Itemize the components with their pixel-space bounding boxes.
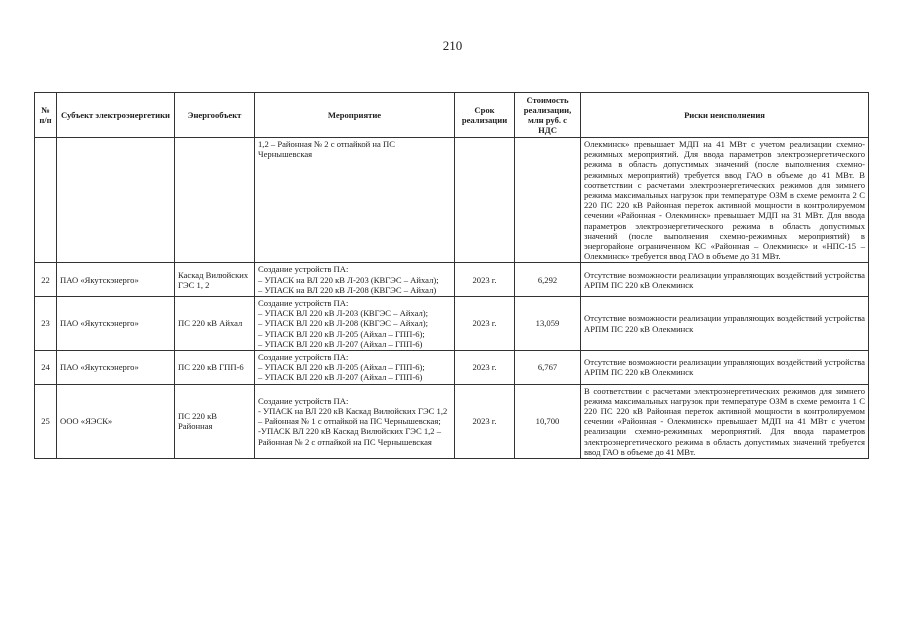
measure-line: -УПАСК ВЛ 220 кВ Каскад Вилюйских ГЭС 1,2 – Районная № 2 с отпайкой на ПС Чернышевская (258, 426, 442, 447)
measure-line: – УПАСК ВЛ 220 кВ Л-203 (КВГЭС – Айхал); (258, 308, 429, 319)
measure-line: Чернышевская (258, 149, 313, 160)
header-term: Срок реализации (455, 93, 515, 138)
row-risks: Отсутствие возможности реализации управляющих воздействий устройства АРПМ ПС 220 кВ Олекминск (581, 263, 869, 297)
row-term (455, 138, 515, 263)
header-subject: Субъект электроэнергетики (57, 93, 175, 138)
header-cost: Стоимость реализации, млн руб. с НДС (515, 93, 581, 138)
measure-line: 1,2 – Районная № 2 с отпайкой на ПС (258, 139, 395, 149)
row-num: 24 (35, 351, 57, 385)
table-header-row (35, 93, 869, 138)
measure-line: Создание устройств ПА: (258, 264, 349, 275)
row-measure (255, 138, 455, 263)
row-measure (255, 351, 455, 385)
row-measure (255, 384, 455, 458)
table-row (35, 297, 869, 351)
row-cost: 13,059 (515, 297, 581, 351)
measure-line: – УПАСК ВЛ 220 кВ Л-208 (КВГЭС – Айхал); (258, 318, 429, 329)
row-object: ПС 220 кВ Районная (175, 384, 255, 458)
row-risks: Олекминск» превышает МДП на 41 МВт с учетом реализации схемно-режимных мероприятий. Для ввода параметров электроэнергетического режима в область допустимых значений (после выполнения схемно-режимных мероприятий) требуется ввод ГАО в объеме до 41 МВт. В соответствии с расчетами электроэнергетических режимов для зимнего режима максимальных нагрузок при температуре ОЗМ в схеме ремонта 2 С 220 ПС 220 кВ Районная переток активной мощности в контролируемом сечении «Районная - Олекминск» превышает МДП на 31 МВт. Для ввода параметров электроэнергетического режима в область допустимых значений (после выполнения схемно-режимных мероприятий) в энергорайоне ограниченном КС «Районная – Олекминск» и «НПС-15 – Олекминск» требуется ввод ГАО в объеме до 31 МВт. (581, 138, 869, 263)
row-subject: ПАО «Якутскэнерго» (57, 297, 175, 351)
row-subject: ПАО «Якутскэнерго» (57, 351, 175, 385)
row-subject: ООО «ЯЭСК» (57, 384, 175, 458)
row-object: ПС 220 кВ ГПП-6 (175, 351, 255, 385)
table-row (35, 351, 869, 385)
measures-table (34, 92, 869, 459)
row-term: 2023 г. (455, 351, 515, 385)
measure-line: – УПАСК ВЛ 220 кВ Л-207 (Айхал – ГПП-6) (258, 338, 423, 349)
measure-line: Создание устройств ПА: (258, 395, 349, 406)
header-object: Энергообъект (175, 93, 255, 138)
row-cost: 6,292 (515, 263, 581, 297)
measure-line: – УПАСК ВЛ 220 кВ Л-205 (Айхал – ГПП-6); (258, 362, 425, 373)
row-term: 2023 г. (455, 384, 515, 458)
row-subject: ПАО «Якутскэнерго» (57, 263, 175, 297)
header-num: № п/п (35, 93, 57, 138)
measure-line: – УПАСК ВЛ 220 кВ Л-207 (Айхал – ГПП-6) (258, 372, 423, 383)
header-measure: Мероприятие (255, 93, 455, 138)
row-cost (515, 138, 581, 263)
row-risks: В соответствии с расчетами электроэнергетических режимов для зимнего режима максимальных нагрузок при температуре ОЗМ в схеме ремонта 1 С 220 ПС 220 кВ Районная переток активной мощности в контролируемом сечении «Районная - Олекминск» превышает МДП на 41 МВт с учетом реализации схемно-режимных мероприятий. Для ввода параметров электроэнергетического режима в область допустимых значений требуется ввод ГАО в объеме до 41 МВт. (581, 384, 869, 458)
table-row (35, 263, 869, 297)
row-object: ПС 220 кВ Айхал (175, 297, 255, 351)
row-measure (255, 297, 455, 351)
measure-line: - УПАСК на ВЛ 220 кВ Каскад Вилюйских ГЭС 1,2 – Районная № 1 с отпайкой на ПС Чернышевская; (258, 406, 448, 427)
measure-line: Создание устройств ПА: (258, 352, 349, 363)
row-subject (57, 138, 175, 263)
row-object: Каскад Вилюйских ГЭС 1, 2 (175, 263, 255, 297)
row-num: 23 (35, 297, 57, 351)
row-object (175, 138, 255, 263)
measure-line: Создание устройств ПА: (258, 298, 349, 309)
measure-line: – УПАСК ВЛ 220 кВ Л-205 (Айхал – ГПП-6); (258, 328, 425, 339)
page-number: 210 (442, 38, 463, 53)
table-row (35, 384, 869, 458)
row-term: 2023 г. (455, 297, 515, 351)
row-measure (255, 263, 455, 297)
row-num (35, 138, 57, 263)
row-risks: Отсутствие возможности реализации управляющих воздействий устройства АРПМ ПС 220 кВ Олекминск (581, 297, 869, 351)
row-term: 2023 г. (455, 263, 515, 297)
table-row (35, 138, 869, 263)
header-risks: Риски неисполнения (581, 93, 869, 138)
row-cost: 6,767 (515, 351, 581, 385)
row-num: 22 (35, 263, 57, 297)
measure-line: – УПАСК на ВЛ 220 кВ Л-208 (КВГЭС – Айхал) (258, 284, 437, 295)
row-num: 25 (35, 384, 57, 458)
row-risks: Отсутствие возможности реализации управляющих воздействий устройства АРПМ ПС 220 кВ Олекминск (581, 351, 869, 385)
row-cost: 10,700 (515, 384, 581, 458)
measure-line: – УПАСК на ВЛ 220 кВ Л-203 (КВГЭС – Айхал); (258, 274, 439, 285)
